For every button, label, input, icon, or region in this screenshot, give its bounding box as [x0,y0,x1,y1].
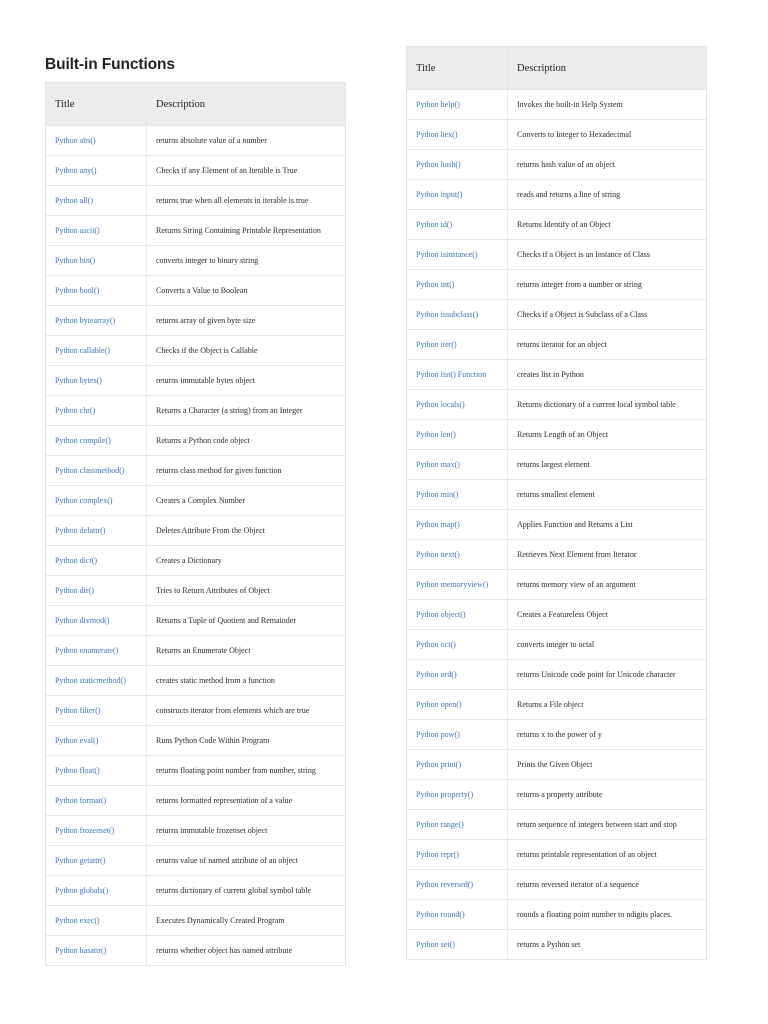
function-description: returns memory view of an argument [508,570,707,600]
function-link[interactable]: Python all() [55,196,93,205]
function-link[interactable]: Python open() [416,700,462,709]
function-link[interactable]: Python classmethod() [55,466,125,475]
table-row [46,846,346,876]
function-link[interactable]: Python complex() [55,496,113,505]
function-description: returns absolute value of a number [147,126,346,156]
function-name-cell [46,426,147,456]
function-name-cell [46,366,147,396]
table-row [46,756,346,786]
function-name-cell [407,390,508,420]
function-link[interactable]: Python ascii() [55,226,100,235]
function-name-cell [46,336,147,366]
function-name-cell [407,840,508,870]
function-link[interactable]: Python enumerate() [55,646,119,655]
function-name-cell [46,516,147,546]
table-row [407,840,707,870]
function-link[interactable]: Python bin() [55,256,96,265]
function-description: Creates a Complex Number [147,486,346,516]
table-row [46,216,346,246]
function-name-cell [407,240,508,270]
table-row [46,366,346,396]
table-row [46,666,346,696]
function-name-cell [407,930,508,960]
function-link[interactable]: Python map() [416,520,460,529]
function-description: return sequence of integers between start and stop [508,810,707,840]
table-row [46,576,346,606]
table-row [407,360,707,390]
function-description: creates list in Python [508,360,707,390]
column-header-description: Description [508,47,707,90]
function-description: Invokes the built-in Help System [508,90,707,120]
function-description: returns class method for given function [147,456,346,486]
function-name-cell [407,510,508,540]
function-link[interactable]: Python chr() [55,406,96,415]
table-row [46,876,346,906]
function-name-cell [407,780,508,810]
function-link[interactable]: Python id() [416,220,453,229]
table-row [46,786,346,816]
table-row [407,870,707,900]
function-description: Runs Python Code Within Program [147,726,346,756]
function-link[interactable]: Python frozenset() [55,826,115,835]
column-header-title: Title [407,47,508,90]
function-name-cell [46,906,147,936]
function-link[interactable]: Python oct() [416,640,456,649]
function-description: Returns Identify of an Object [508,210,707,240]
function-name-cell [407,600,508,630]
function-name-cell [46,576,147,606]
function-name-cell [46,726,147,756]
function-description: Checks if the Object is Callable [147,336,346,366]
function-name-cell [407,180,508,210]
table-row [407,510,707,540]
table-row [407,810,707,840]
function-name-cell [46,696,147,726]
function-description: Creates a Dictionary [147,546,346,576]
function-description: returns Unicode code point for Unicode character [508,660,707,690]
function-description: returns x to the power of y [508,720,707,750]
function-description: returns iterator for an object [508,330,707,360]
function-link[interactable]: Python reversed() [416,880,474,889]
function-link[interactable]: Python object() [416,610,466,619]
table-row [407,270,707,300]
function-name-cell [407,120,508,150]
function-name-cell [407,210,508,240]
function-link[interactable]: Python print() [416,760,462,769]
function-description: Deletes Attribute From the Object [147,516,346,546]
function-description: Returns a Tuple of Quotient and Remainder [147,606,346,636]
table-row [46,186,346,216]
function-description: Converts a Value to Boolean [147,276,346,306]
function-description: returns a Python set [508,930,707,960]
function-name-cell [46,546,147,576]
table-row [407,300,707,330]
function-link[interactable]: Python repr() [416,850,459,859]
function-description: returns value of named attribute of an object [147,846,346,876]
table-row [46,636,346,666]
function-link[interactable]: Python list() Function [416,370,487,379]
function-description: Executes Dynamically Created Program [147,906,346,936]
function-description: returns printable representation of an object [508,840,707,870]
function-description: Applies Function and Returns a List [508,510,707,540]
table-header-row [407,47,707,90]
function-name-cell [46,456,147,486]
table-row [46,156,346,186]
table-row [407,210,707,240]
table-row [46,276,346,306]
function-link[interactable]: Python any() [55,166,97,175]
function-description: returns true when all elements in iterable is true [147,186,346,216]
function-name-cell [46,606,147,636]
table-row [407,750,707,780]
function-description: returns smallest element [508,480,707,510]
function-description: returns integer from a number or string [508,270,707,300]
table-row [407,690,707,720]
function-name-cell [407,690,508,720]
function-name-cell [407,810,508,840]
table-row [407,720,707,750]
function-link[interactable]: Python round() [416,910,465,919]
function-name-cell [46,666,147,696]
table-row [407,420,707,450]
function-link[interactable]: Python iter() [416,340,457,349]
function-description: returns array of given byte size [147,306,346,336]
table-row [407,930,707,960]
function-description: Creates a Featureless Object [508,600,707,630]
table-row [46,126,346,156]
function-description: returns hash value of an object [508,150,707,180]
function-description: Retrieves Next Element from Iterator [508,540,707,570]
function-link[interactable]: Python range() [416,820,464,829]
function-name-cell [46,246,147,276]
function-link[interactable]: Python pow() [416,730,460,739]
function-name-cell [46,636,147,666]
function-description: returns immutable frozenset object [147,816,346,846]
table-row [46,726,346,756]
function-description: rounds a floating point number to ndigits places. [508,900,707,930]
function-link[interactable]: Python set() [416,940,455,949]
table-row [407,780,707,810]
function-description: Returns a File object [508,690,707,720]
function-link[interactable]: Python min() [416,490,459,499]
function-description: Checks if a Object is an Instance of Class [508,240,707,270]
function-description: returns floating point number from number, string [147,756,346,786]
table-row [407,240,707,270]
function-link[interactable]: Python eval() [55,736,99,745]
function-name-cell [46,306,147,336]
functions-table-left-body [46,126,346,966]
page-title: Built-in Functions [45,56,175,73]
table-row [46,906,346,936]
function-name-cell [407,630,508,660]
function-name-cell [46,396,147,426]
table-header-row [46,83,346,126]
function-link[interactable]: Python isinstance() [416,250,478,259]
function-name-cell [46,156,147,186]
column-header-title: Title [46,83,147,126]
function-name-cell [46,846,147,876]
table-row [46,426,346,456]
function-link[interactable]: Python delattr() [55,526,106,535]
function-name-cell [407,870,508,900]
function-description: Tries to Return Attributes of Object [147,576,346,606]
table-row [407,390,707,420]
function-description: returns dictionary of current global symbol table [147,876,346,906]
table-row [46,516,346,546]
function-name-cell [407,450,508,480]
function-name-cell [407,330,508,360]
function-description: Returns Length of an Object [508,420,707,450]
function-description: Converts to Integer to Hexadecimal [508,120,707,150]
function-description: reads and returns a line of string [508,180,707,210]
table-row [46,606,346,636]
function-link[interactable]: Python abs() [55,136,96,145]
table-row [407,630,707,660]
function-link[interactable]: Python callable() [55,346,110,355]
table-row [407,570,707,600]
function-description: Checks if a Object is Subclass of a Class [508,300,707,330]
function-name-cell [46,216,147,246]
table-row [407,600,707,630]
function-name-cell [407,90,508,120]
function-link[interactable]: Python hasattr() [55,946,107,955]
function-description: Returns dictionary of a current local symbol table [508,390,707,420]
functions-table-left [45,82,346,966]
table-row [46,456,346,486]
function-name-cell [407,720,508,750]
table-row [46,486,346,516]
table-row [407,660,707,690]
function-link[interactable]: Python exec() [55,916,100,925]
table-row [407,330,707,360]
table-row [407,150,707,180]
function-name-cell [407,660,508,690]
function-description: Returns an Enumerate Object [147,636,346,666]
function-link[interactable]: Python float() [55,766,100,775]
function-link[interactable]: Python locals() [416,400,465,409]
function-name-cell [46,486,147,516]
function-description: converts integer to binary string [147,246,346,276]
function-name-cell [46,756,147,786]
function-description: Returns a Python code object [147,426,346,456]
function-name-cell [407,270,508,300]
function-link[interactable]: Python len() [416,430,456,439]
function-description: converts integer to octal [508,630,707,660]
function-link[interactable]: Python hex() [416,130,458,139]
function-description: returns formatted representation of a value [147,786,346,816]
function-name-cell [46,876,147,906]
function-name-cell [407,300,508,330]
table-row [46,336,346,366]
function-link[interactable]: Python bool() [55,286,100,295]
function-link[interactable]: Python format() [55,796,107,805]
table-row [407,900,707,930]
function-link[interactable]: Python hash() [416,160,461,169]
function-description: Prints the Given Object [508,750,707,780]
function-link[interactable]: Python compile() [55,436,111,445]
function-link[interactable]: Python max() [416,460,460,469]
table-row [46,936,346,966]
function-name-cell [407,480,508,510]
function-description: returns whether object has named attribute [147,936,346,966]
function-link[interactable]: Python ord() [416,670,457,679]
function-link[interactable]: Python globals() [55,886,109,895]
function-link[interactable]: Python divmod() [55,616,110,625]
function-name-cell [46,786,147,816]
function-name-cell [407,420,508,450]
table-row [46,696,346,726]
function-name-cell [46,936,147,966]
function-link[interactable]: Python input() [416,190,463,199]
table-row [407,480,707,510]
table-row [46,546,346,576]
function-link[interactable]: Python getattr() [55,856,106,865]
function-link[interactable]: Python memoryview() [416,580,489,589]
function-name-cell [407,900,508,930]
function-link[interactable]: Python bytes() [55,376,102,385]
column-header-description: Description [147,83,346,126]
function-name-cell [407,360,508,390]
function-description: Returns a Character (a string) from an Integer [147,396,346,426]
function-link[interactable]: Python dict() [55,556,97,565]
function-link[interactable]: Python dir() [55,586,94,595]
functions-table-right-body [407,90,707,960]
table-row [46,816,346,846]
function-description: returns largest element [508,450,707,480]
table-row [407,540,707,570]
table-row [407,450,707,480]
function-name-cell [46,816,147,846]
function-description: Returns String Containing Printable Representation [147,216,346,246]
table-row [46,306,346,336]
function-description: returns a property attribute [508,780,707,810]
table-row [407,180,707,210]
function-description: creates static method from a function [147,666,346,696]
function-name-cell [407,750,508,780]
function-description: Checks if any Element of an Iterable is True [147,156,346,186]
function-link[interactable]: Python staticmethod() [55,676,126,685]
function-description: returns immutable bytes object [147,366,346,396]
function-name-cell [46,186,147,216]
table-row [407,120,707,150]
function-name-cell [46,276,147,306]
function-name-cell [407,150,508,180]
function-description: constructs iterator from elements which are true [147,696,346,726]
function-description: returns reversed iterator of a sequence [508,870,707,900]
functions-table-right [406,46,707,960]
function-link[interactable]: Python help() [416,100,460,109]
table-row [46,246,346,276]
function-name-cell [407,570,508,600]
function-link[interactable]: Python next() [416,550,460,559]
function-link[interactable]: Python filter() [55,706,101,715]
table-row [407,90,707,120]
function-name-cell [407,540,508,570]
table-row [46,396,346,426]
function-name-cell [46,126,147,156]
function-link[interactable]: Python bytearray() [55,316,116,325]
function-link[interactable]: Python issubclass() [416,310,478,319]
function-link[interactable]: Python int() [416,280,455,289]
function-link[interactable]: Python property() [416,790,474,799]
